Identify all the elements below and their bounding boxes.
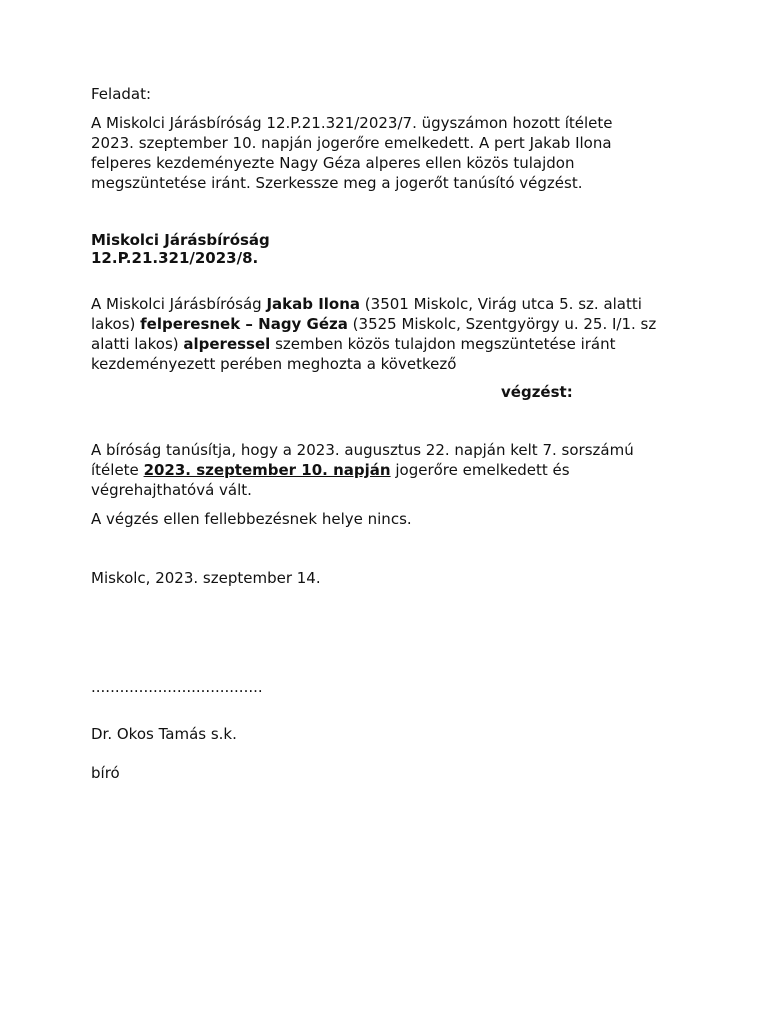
plaintiff-role: felperesnek – Nagy Géza [140, 315, 348, 333]
effective-date: 2023. szeptember 10. napján [143, 461, 391, 479]
intro-line [91, 334, 615, 354]
order-title: végzést: [501, 383, 573, 401]
signatory-name: Dr. Okos Tamás s.k. [91, 725, 237, 743]
order-text: jogerőre emelkedett és [390, 461, 570, 479]
order-line: A bíróság tanúsítja, hogy a 2023. augusztus 22. napján kelt 7. sorszámú [91, 441, 634, 459]
plaintiff-name: Jakab Ilona [266, 295, 361, 313]
task-line: felperes kezdeményezte Nagy Géza alperes ellen közös tulajdon [91, 154, 575, 172]
intro-text: A Miskolci Járásbíróság [91, 295, 267, 313]
intro-line: kezdeményezett perében meghozta a következő [91, 355, 457, 373]
intro-line [91, 294, 642, 314]
intro-text: szemben közös tulajdon megszüntetése iránt [270, 335, 616, 353]
intro-line [91, 314, 656, 334]
task-label: Feladat: [91, 85, 152, 103]
task-line: 2023. szeptember 10. napján jogerőre emelkedett. A pert Jakab Ilona [91, 134, 612, 152]
intro-text: (3501 Miskolc, Virág utca 5. sz. alatti [360, 295, 642, 313]
intro-text: lakos) [91, 315, 141, 333]
signature-line: .................................... [91, 678, 263, 696]
case-number: 12.P.21.321/2023/8. [91, 249, 259, 267]
order-line: végrehajthatóvá vált. [91, 481, 252, 499]
place-date: Miskolc, 2023. szeptember 14. [91, 569, 321, 587]
order-line [91, 460, 570, 480]
order-text: ítélete [91, 461, 144, 479]
intro-text: (3525 Miskolc, Szentgyörgy u. 25. I/1. sz [347, 315, 657, 333]
intro-text: alatti lakos) [91, 335, 184, 353]
appeal-notice: A végzés ellen fellebbezésnek helye nincs. [91, 510, 412, 528]
task-line: megszüntetése iránt. Szerkessze meg a jogerőt tanúsító végzést. [91, 174, 583, 192]
signatory-title: bíró [91, 764, 120, 782]
court-name: Miskolci Járásbíróság [91, 231, 270, 249]
task-line: A Miskolci Járásbíróság 12.P.21.321/2023/7. ügyszámon hozott ítélete [91, 114, 613, 132]
defendant-role: alperessel [183, 335, 271, 353]
